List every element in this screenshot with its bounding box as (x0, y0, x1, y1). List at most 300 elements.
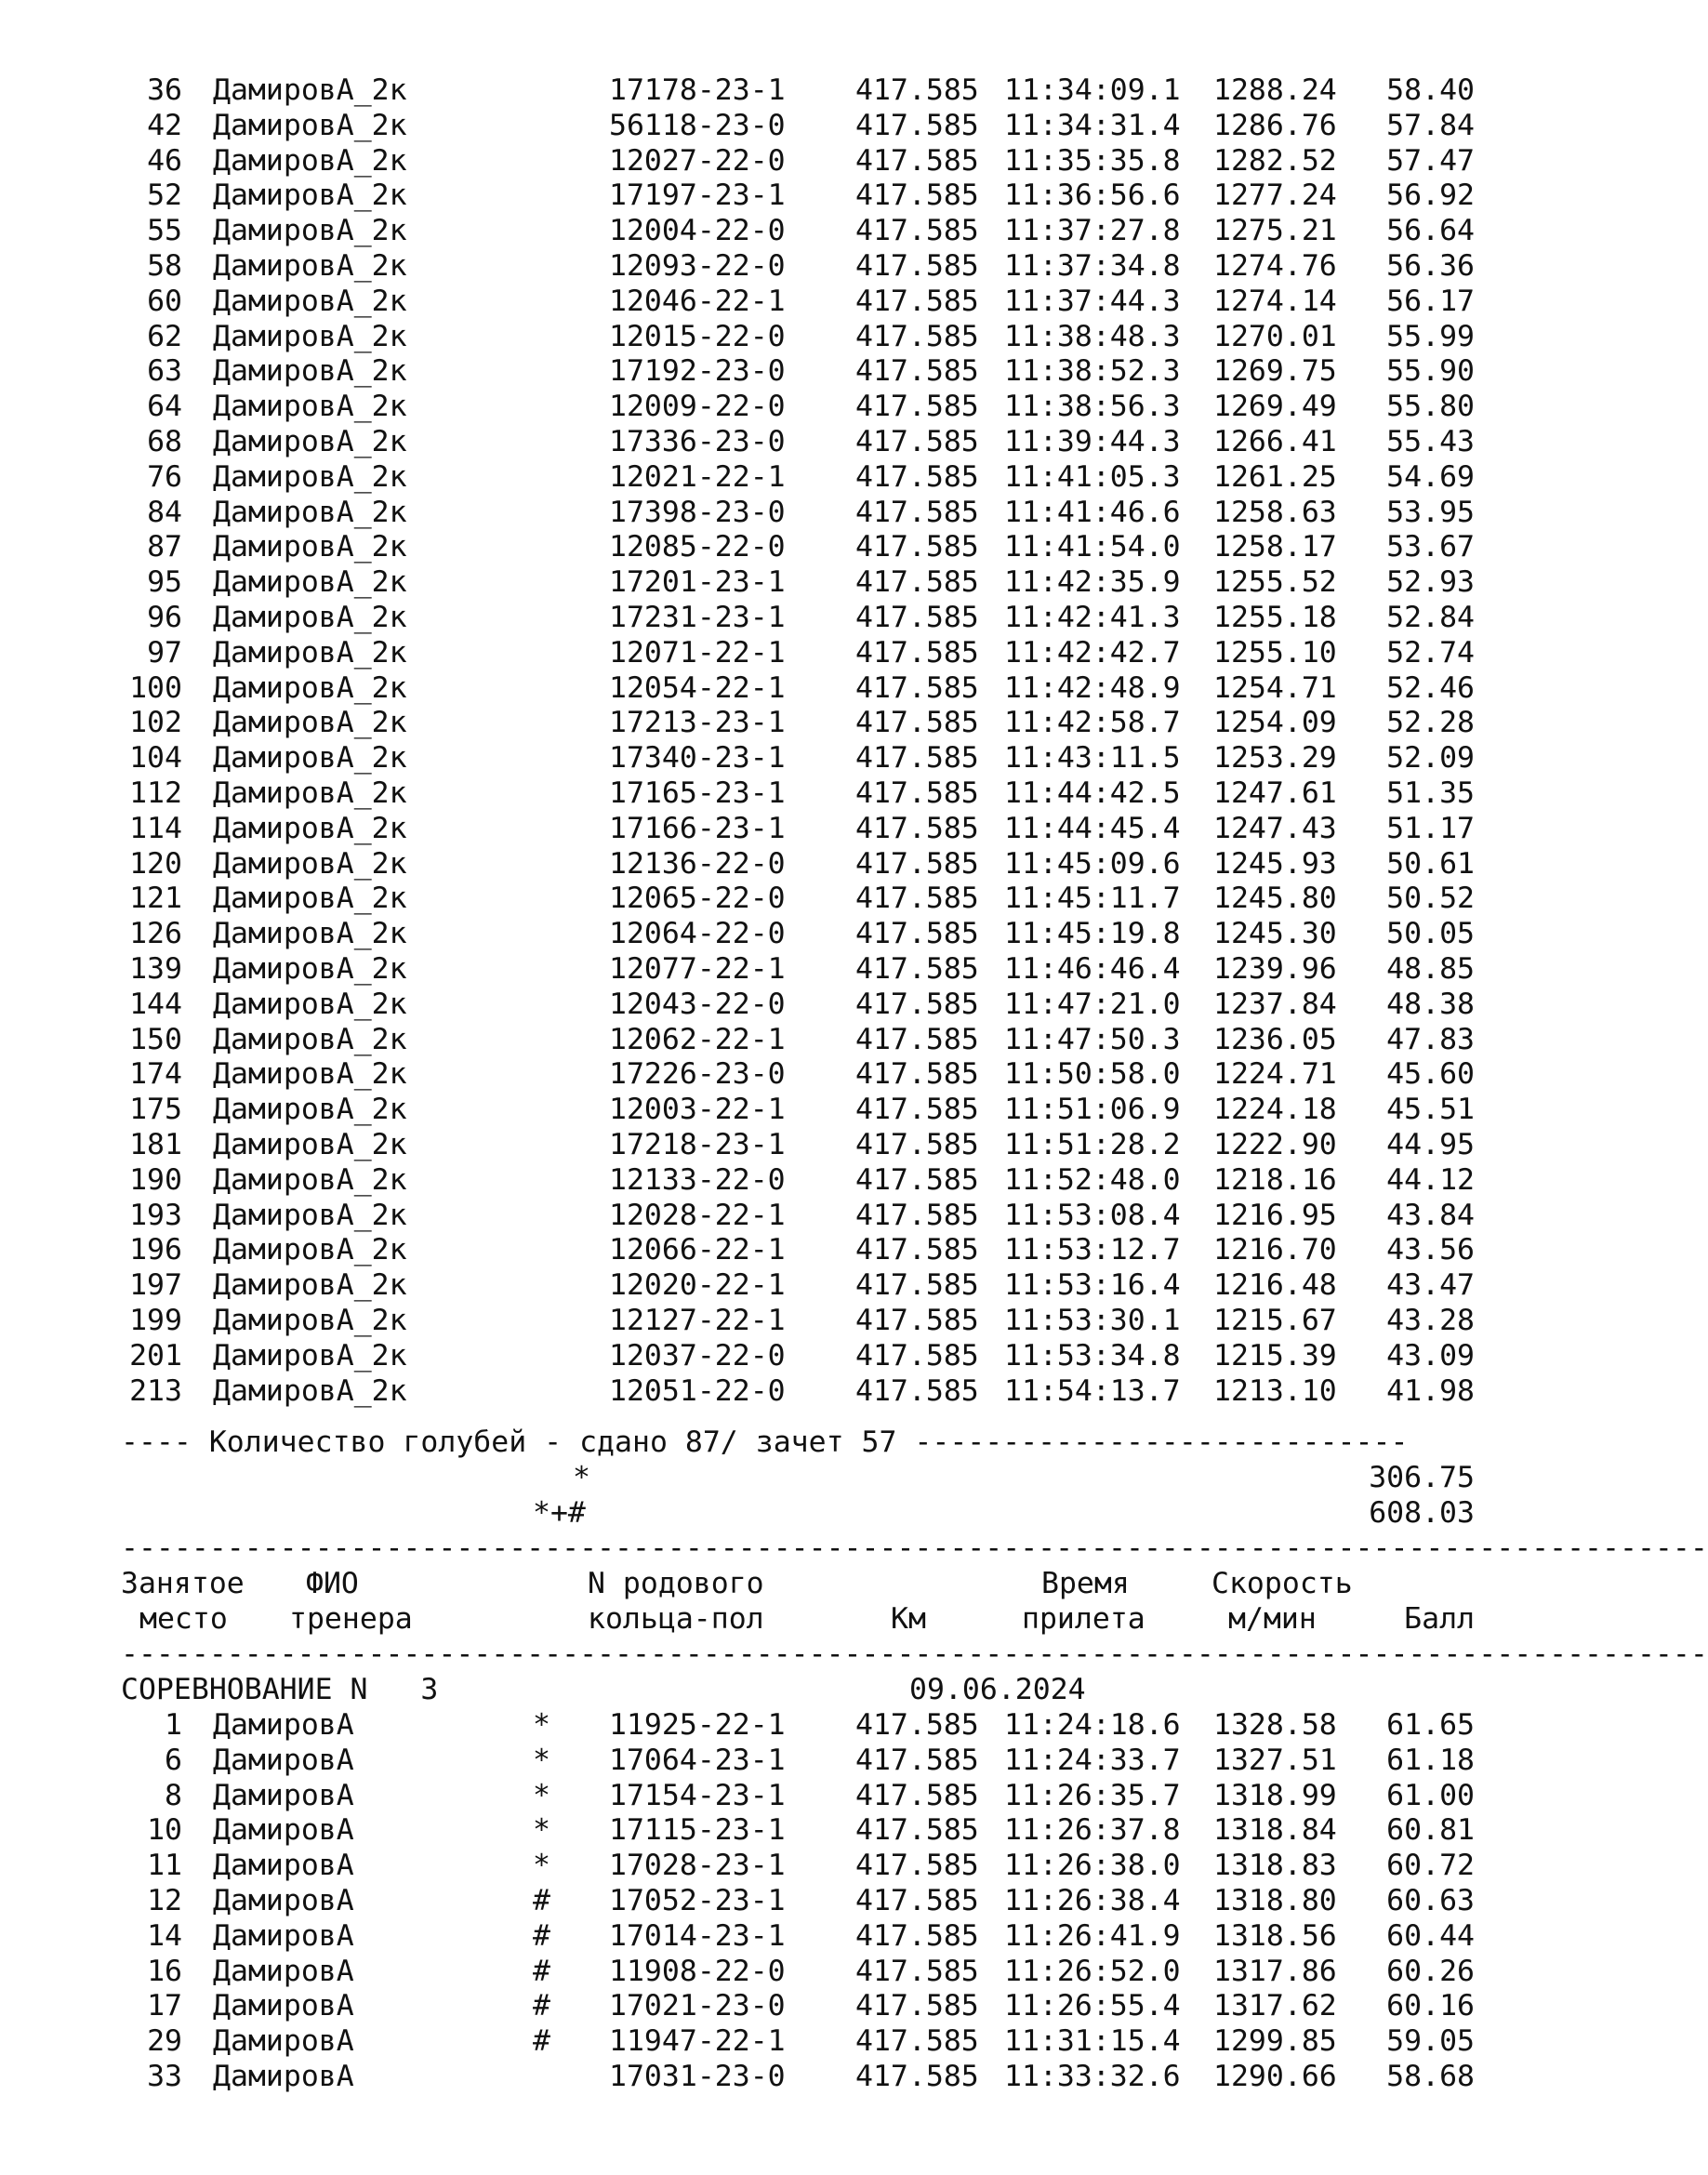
cell-place: 62 (147, 319, 182, 353)
cell-ring: 12066-22-1 (609, 1233, 786, 1267)
cell-speed: 1237.84 (1213, 987, 1337, 1021)
cell-fancier: ДамировА_2к (213, 459, 407, 494)
cell-ring: 11908-22-0 (609, 1954, 786, 1988)
cell-ring: 17336-23-0 (609, 425, 786, 458)
cell-fancier: ДамировА_2к (213, 249, 407, 283)
cell-place: 100 (129, 670, 182, 705)
cell-time: 11:51:28.2 (1004, 1128, 1181, 1161)
cell-time: 11:51:06.9 (1004, 1093, 1181, 1127)
cell-place: 46 (147, 143, 182, 178)
cell-time: 11:39:44.3 (1004, 425, 1181, 458)
cell-fancier: ДамировА_2к (213, 1233, 407, 1267)
cell-ring: 17178-23-1 (609, 73, 786, 107)
cell-score: 45.60 (1386, 1057, 1475, 1092)
cell-km: 417.585 (855, 882, 979, 916)
cell-time: 11:42:42.7 (1004, 635, 1181, 670)
table-row (0, 1918, 1538, 1954)
cell-fancier: ДамировА_2к (213, 143, 407, 178)
col-km-header: Км (891, 1602, 926, 1636)
cell-speed: 1245.30 (1213, 917, 1337, 951)
cell-score: 53.95 (1386, 495, 1475, 529)
cell-km: 417.585 (855, 846, 979, 881)
cell-time: 11:26:55.4 (1004, 1989, 1181, 2023)
cell-score: 52.46 (1386, 670, 1475, 705)
cell-mark: * (533, 1813, 550, 1848)
table-row (0, 213, 1538, 248)
cell-ring: 17115-23-1 (609, 1813, 786, 1848)
cell-ring: 17165-23-1 (609, 776, 786, 810)
cell-ring: 12065-22-0 (609, 882, 786, 916)
table-row (0, 529, 1538, 564)
cell-km: 417.585 (855, 1989, 979, 2023)
cell-time: 11:37:34.8 (1004, 249, 1181, 283)
cell-km: 417.585 (855, 214, 979, 248)
cell-time: 11:47:21.0 (1004, 987, 1181, 1021)
cell-km: 417.585 (855, 1849, 979, 1883)
cell-fancier: ДамировА_2к (213, 1198, 407, 1232)
cell-ring: 12085-22-0 (609, 530, 786, 564)
col-score-header: Балл (1404, 1602, 1475, 1636)
cell-km: 417.585 (855, 354, 979, 389)
table-row (0, 1988, 1538, 2023)
cell-speed: 1317.86 (1213, 1954, 1337, 1988)
cell-ring: 12127-22-1 (609, 1304, 786, 1337)
cell-fancier: ДамировА (213, 1743, 354, 1777)
cell-ring: 12020-22-1 (609, 1268, 786, 1303)
cell-score: 52.28 (1386, 706, 1475, 740)
col-speed-header-2: м/мин (1228, 1602, 1317, 1636)
cell-score: 60.16 (1386, 1989, 1475, 2023)
table-row (0, 1056, 1538, 1092)
cell-fancier: ДамировА_2к (213, 495, 407, 529)
cell-time: 11:26:37.8 (1004, 1813, 1181, 1848)
cell-fancier: ДамировА_2к (213, 776, 407, 810)
cell-place: 8 (165, 1778, 182, 1812)
cell-speed: 1224.18 (1213, 1093, 1337, 1127)
cell-place: 102 (129, 706, 182, 740)
cell-speed: 1290.66 (1213, 2060, 1337, 2093)
cell-fancier: ДамировА_2к (213, 354, 407, 389)
cell-place: 6 (165, 1743, 182, 1777)
cell-place: 199 (129, 1304, 182, 1337)
cell-fancier: ДамировА (213, 1884, 354, 1917)
cell-score: 58.68 (1386, 2060, 1475, 2093)
cell-fancier: ДамировА (213, 1813, 354, 1848)
cell-ring: 12015-22-0 (609, 319, 786, 353)
table-row (0, 424, 1538, 459)
table-row (0, 1848, 1538, 1883)
cell-speed: 1255.52 (1213, 565, 1337, 600)
table-row (0, 1022, 1538, 1057)
col-time-header: Время (1041, 1567, 1130, 1600)
cell-speed: 1258.17 (1213, 530, 1337, 564)
cell-fancier: ДамировА_2к (213, 635, 407, 670)
cell-fancier: ДамировА_2к (213, 1022, 407, 1056)
cell-speed: 1275.21 (1213, 214, 1337, 248)
table-row (0, 564, 1538, 600)
column-header-row-2 (0, 1601, 1538, 1637)
cell-time: 11:41:05.3 (1004, 459, 1181, 494)
cell-place: 64 (147, 390, 182, 424)
cell-km: 417.585 (855, 2024, 979, 2059)
cell-mark: * (533, 1778, 550, 1812)
cell-speed: 1253.29 (1213, 741, 1337, 776)
cell-place: 36 (147, 73, 182, 107)
cell-place: 193 (129, 1198, 182, 1232)
cell-speed: 1215.67 (1213, 1304, 1337, 1337)
cell-place: 121 (129, 882, 182, 916)
cell-km: 417.585 (855, 108, 979, 142)
cell-score: 47.83 (1386, 1022, 1475, 1056)
cell-fancier: ДамировА_2к (213, 565, 407, 600)
table-row (0, 2059, 1538, 2094)
cell-speed: 1318.56 (1213, 1918, 1337, 1953)
cell-score: 51.35 (1386, 776, 1475, 810)
table-row (0, 881, 1538, 916)
col-speed-header: Скорость (1211, 1567, 1353, 1600)
cell-fancier: ДамировА (213, 1778, 354, 1812)
table-row (0, 1127, 1538, 1162)
cell-km: 417.585 (855, 1918, 979, 1953)
table-row (0, 284, 1538, 319)
cell-fancier: ДамировА_2к (213, 1057, 407, 1092)
cell-mark: # (533, 1989, 550, 2023)
cell-score: 60.44 (1386, 1918, 1475, 1953)
cell-fancier: ДамировА_2к (213, 214, 407, 248)
cell-km: 417.585 (855, 635, 979, 670)
cell-place: 29 (147, 2024, 182, 2059)
cell-km: 417.585 (855, 1954, 979, 1988)
table-row (0, 600, 1538, 635)
cell-place: 10 (147, 1813, 182, 1848)
cell-score: 52.09 (1386, 741, 1475, 776)
cell-km: 417.585 (855, 495, 979, 529)
cell-speed: 1269.75 (1213, 354, 1337, 389)
cell-score: 60.81 (1386, 1813, 1475, 1848)
cell-ring: 12046-22-1 (609, 284, 786, 318)
cell-time: 11:24:18.6 (1004, 1708, 1181, 1742)
cell-place: 104 (129, 741, 182, 776)
cell-time: 11:26:38.0 (1004, 1849, 1181, 1883)
cell-place: 120 (129, 846, 182, 881)
cell-speed: 1255.18 (1213, 601, 1337, 634)
cell-km: 417.585 (855, 1813, 979, 1848)
cell-score: 58.40 (1386, 73, 1475, 107)
cell-km: 417.585 (855, 1022, 979, 1056)
cell-time: 11:36:56.6 (1004, 179, 1181, 213)
cell-speed: 1266.41 (1213, 425, 1337, 458)
cell-km: 417.585 (855, 143, 979, 178)
cell-score: 57.84 (1386, 108, 1475, 142)
cell-km: 417.585 (855, 1128, 979, 1161)
cell-time: 11:45:11.7 (1004, 882, 1181, 916)
cell-place: 174 (129, 1057, 182, 1092)
cell-ring: 12093-22-0 (609, 249, 786, 283)
column-header-row-1 (0, 1566, 1538, 1601)
cell-time: 11:42:58.7 (1004, 706, 1181, 740)
cell-time: 11:26:38.4 (1004, 1884, 1181, 1917)
cell-place: 55 (147, 214, 182, 248)
cell-km: 417.585 (855, 390, 979, 424)
cell-speed: 1222.90 (1213, 1128, 1337, 1161)
cell-ring: 17192-23-0 (609, 354, 786, 389)
cell-place: 96 (147, 601, 182, 634)
cell-score: 56.17 (1386, 284, 1475, 318)
cell-place: 112 (129, 776, 182, 810)
cell-fancier: ДамировА_2к (213, 179, 407, 213)
cell-mark: * (533, 1849, 550, 1883)
cell-place: 190 (129, 1162, 182, 1197)
cell-fancier: ДамировА_2к (213, 1162, 407, 1197)
cell-mark: * (533, 1743, 550, 1777)
cell-km: 417.585 (855, 987, 979, 1021)
cell-mark: * (533, 1708, 550, 1742)
cell-ring: 12133-22-0 (609, 1162, 786, 1197)
cell-speed: 1245.80 (1213, 882, 1337, 916)
cell-ring: 17028-23-1 (609, 1849, 786, 1883)
cell-score: 60.26 (1386, 1954, 1475, 1988)
cell-speed: 1318.83 (1213, 1849, 1337, 1883)
table-row (0, 1198, 1538, 1233)
total-combined-value: 608.03 (1369, 1496, 1475, 1530)
cell-ring: 11947-22-1 (609, 2024, 786, 2059)
table-row (0, 143, 1538, 179)
cell-ring: 17213-23-1 (609, 706, 786, 740)
cell-speed: 1269.49 (1213, 390, 1337, 424)
competition-title: СОРЕВНОВАНИЕ N 3 (121, 1673, 439, 1706)
cell-km: 417.585 (855, 917, 979, 951)
cell-ring: 12054-22-1 (609, 670, 786, 705)
cell-place: 144 (129, 987, 182, 1021)
cell-speed: 1216.95 (1213, 1198, 1337, 1232)
cell-km: 417.585 (855, 319, 979, 353)
cell-speed: 1299.85 (1213, 2024, 1337, 2059)
cell-km: 417.585 (855, 952, 979, 986)
cell-place: 14 (147, 1918, 182, 1953)
cell-km: 417.585 (855, 1743, 979, 1777)
cell-speed: 1277.24 (1213, 179, 1337, 213)
cell-score: 61.65 (1386, 1708, 1475, 1742)
table-row (0, 108, 1538, 143)
cell-ring: 17398-23-0 (609, 495, 786, 529)
table-row (0, 178, 1538, 213)
col-ring-header: N родового (588, 1567, 764, 1600)
col-place-header: Занятое (121, 1567, 245, 1600)
cell-time: 11:44:42.5 (1004, 776, 1181, 810)
cell-ring: 17154-23-1 (609, 1778, 786, 1812)
total-combined-label: *+# (533, 1496, 586, 1530)
cell-place: 175 (129, 1093, 182, 1127)
cell-speed: 1274.14 (1213, 284, 1337, 318)
cell-ring: 12064-22-0 (609, 917, 786, 951)
cell-place: 42 (147, 108, 182, 142)
total-star-label: * (573, 1461, 590, 1494)
cell-km: 417.585 (855, 1198, 979, 1232)
cell-score: 56.64 (1386, 214, 1475, 248)
cell-score: 44.95 (1386, 1128, 1475, 1161)
table-row (0, 2023, 1538, 2059)
cell-km: 417.585 (855, 425, 979, 458)
cell-fancier: ДамировА_2к (213, 108, 407, 142)
cell-km: 417.585 (855, 1708, 979, 1742)
col-ring-header-2: кольца-пол (588, 1602, 764, 1636)
cell-km: 417.585 (855, 530, 979, 564)
cell-ring: 12062-22-1 (609, 1022, 786, 1056)
cell-speed: 1239.96 (1213, 952, 1337, 986)
col-name-header-2: тренера (289, 1602, 413, 1636)
cell-fancier: ДамировА (213, 2060, 354, 2093)
cell-km: 417.585 (855, 1884, 979, 1917)
table-row (0, 811, 1538, 846)
cell-score: 54.69 (1386, 459, 1475, 494)
cell-time: 11:41:54.0 (1004, 530, 1181, 564)
cell-time: 11:24:33.7 (1004, 1743, 1181, 1777)
table-row (0, 495, 1538, 530)
cell-fancier: ДамировА (213, 1918, 354, 1953)
cell-time: 11:35:35.8 (1004, 143, 1181, 178)
cell-km: 417.585 (855, 1373, 979, 1408)
table-row (0, 705, 1538, 740)
cell-fancier: ДамировА (213, 2024, 354, 2059)
cell-score: 48.85 (1386, 952, 1475, 986)
cell-ring: 17052-23-1 (609, 1884, 786, 1917)
cell-ring: 12037-22-0 (609, 1338, 786, 1373)
cell-place: 63 (147, 354, 182, 389)
cell-time: 11:53:30.1 (1004, 1304, 1181, 1337)
cell-speed: 1224.71 (1213, 1057, 1337, 1092)
cell-km: 417.585 (855, 1233, 979, 1267)
cell-place: 60 (147, 284, 182, 318)
cell-time: 11:45:09.6 (1004, 846, 1181, 881)
cell-time: 11:45:19.8 (1004, 917, 1181, 951)
table-row (0, 670, 1538, 706)
cell-score: 50.05 (1386, 917, 1475, 951)
cell-place: 197 (129, 1268, 182, 1303)
cell-ring: 17021-23-0 (609, 1989, 786, 2023)
cell-place: 52 (147, 179, 182, 213)
cell-km: 417.585 (855, 811, 979, 845)
cell-place: 201 (129, 1338, 182, 1373)
cell-time: 11:53:12.7 (1004, 1233, 1181, 1267)
cell-score: 51.17 (1386, 811, 1475, 845)
table-row (0, 1232, 1538, 1267)
cell-speed: 1318.80 (1213, 1884, 1337, 1917)
cell-fancier: ДамировА_2к (213, 917, 407, 951)
cell-km: 417.585 (855, 706, 979, 740)
cell-score: 52.84 (1386, 601, 1475, 634)
cell-time: 11:47:50.3 (1004, 1022, 1181, 1056)
cell-km: 417.585 (855, 601, 979, 634)
cell-km: 417.585 (855, 1057, 979, 1092)
header-divider-top: ------------------------------------------------------------------------------------------ (121, 1532, 1708, 1565)
total-star-row (0, 1460, 1538, 1495)
cell-km: 417.585 (855, 565, 979, 600)
cell-speed: 1245.93 (1213, 846, 1337, 881)
cell-speed: 1270.01 (1213, 319, 1337, 353)
cell-km: 417.585 (855, 1162, 979, 1197)
cell-fancier: ДамировА_2к (213, 952, 407, 986)
cell-time: 11:33:32.6 (1004, 2060, 1181, 2093)
cell-time: 11:38:56.3 (1004, 390, 1181, 424)
cell-ring: 12027-22-0 (609, 143, 786, 178)
cell-km: 417.585 (855, 776, 979, 810)
cell-score: 57.47 (1386, 143, 1475, 178)
table-row (0, 1954, 1538, 1989)
cell-km: 417.585 (855, 1338, 979, 1373)
cell-speed: 1318.99 (1213, 1778, 1337, 1812)
cell-fancier: ДамировА_2к (213, 706, 407, 740)
cell-score: 53.67 (1386, 530, 1475, 564)
table-row (0, 1092, 1538, 1127)
cell-place: 16 (147, 1954, 182, 1988)
cell-place: 150 (129, 1022, 182, 1056)
total-combined-row (0, 1495, 1538, 1531)
cell-ring: 17201-23-1 (609, 565, 786, 600)
cell-time: 11:42:41.3 (1004, 601, 1181, 634)
cell-fancier: ДамировА_2к (213, 425, 407, 458)
cell-km: 417.585 (855, 73, 979, 107)
cell-fancier: ДамировА_2к (213, 670, 407, 705)
competition-date: 09.06.2024 (909, 1673, 1086, 1706)
cell-speed: 1216.70 (1213, 1233, 1337, 1267)
cell-place: 58 (147, 249, 182, 283)
cell-time: 11:50:58.0 (1004, 1057, 1181, 1092)
cell-place: 196 (129, 1233, 182, 1267)
cell-place: 76 (147, 459, 182, 494)
cell-ring: 12077-22-1 (609, 952, 786, 986)
cell-time: 11:41:46.6 (1004, 495, 1181, 529)
cell-speed: 1328.58 (1213, 1708, 1337, 1742)
cell-fancier: ДамировА_2к (213, 846, 407, 881)
cell-score: 55.80 (1386, 390, 1475, 424)
table-row (0, 459, 1538, 495)
cell-ring: 12009-22-0 (609, 390, 786, 424)
cell-place: 12 (147, 1884, 182, 1917)
cell-fancier: ДамировА_2к (213, 1268, 407, 1303)
table-row (0, 1162, 1538, 1198)
cell-ring: 17064-23-1 (609, 1743, 786, 1777)
cell-speed: 1318.84 (1213, 1813, 1337, 1848)
col-name-header: ФИО (306, 1567, 359, 1600)
cell-time: 11:37:44.3 (1004, 284, 1181, 318)
cell-fancier: ДамировА_2к (213, 73, 407, 107)
cell-ring: 17226-23-0 (609, 1057, 786, 1092)
cell-ring: 17031-23-0 (609, 2060, 786, 2093)
cell-ring: 56118-23-0 (609, 108, 786, 142)
competition-title-row (0, 1672, 1538, 1707)
table-row (0, 319, 1538, 354)
cell-speed: 1254.71 (1213, 670, 1337, 705)
table-row (0, 916, 1538, 951)
cell-km: 417.585 (855, 179, 979, 213)
table-row (0, 73, 1538, 108)
cell-mark: # (533, 1884, 550, 1917)
cell-place: 84 (147, 495, 182, 529)
cell-ring: 12021-22-1 (609, 459, 786, 494)
table-row (0, 951, 1538, 987)
cell-fancier: ДамировА_2к (213, 1093, 407, 1127)
cell-km: 417.585 (855, 2060, 979, 2093)
cell-time: 11:46:46.4 (1004, 952, 1181, 986)
cell-speed: 1218.16 (1213, 1162, 1337, 1197)
cell-ring: 17014-23-1 (609, 1918, 786, 1953)
cell-score: 50.52 (1386, 882, 1475, 916)
table-row (0, 1883, 1538, 1918)
cell-score: 55.99 (1386, 319, 1475, 353)
cell-place: 213 (129, 1373, 182, 1408)
cell-mark: # (533, 1918, 550, 1953)
table-row (0, 1338, 1538, 1373)
